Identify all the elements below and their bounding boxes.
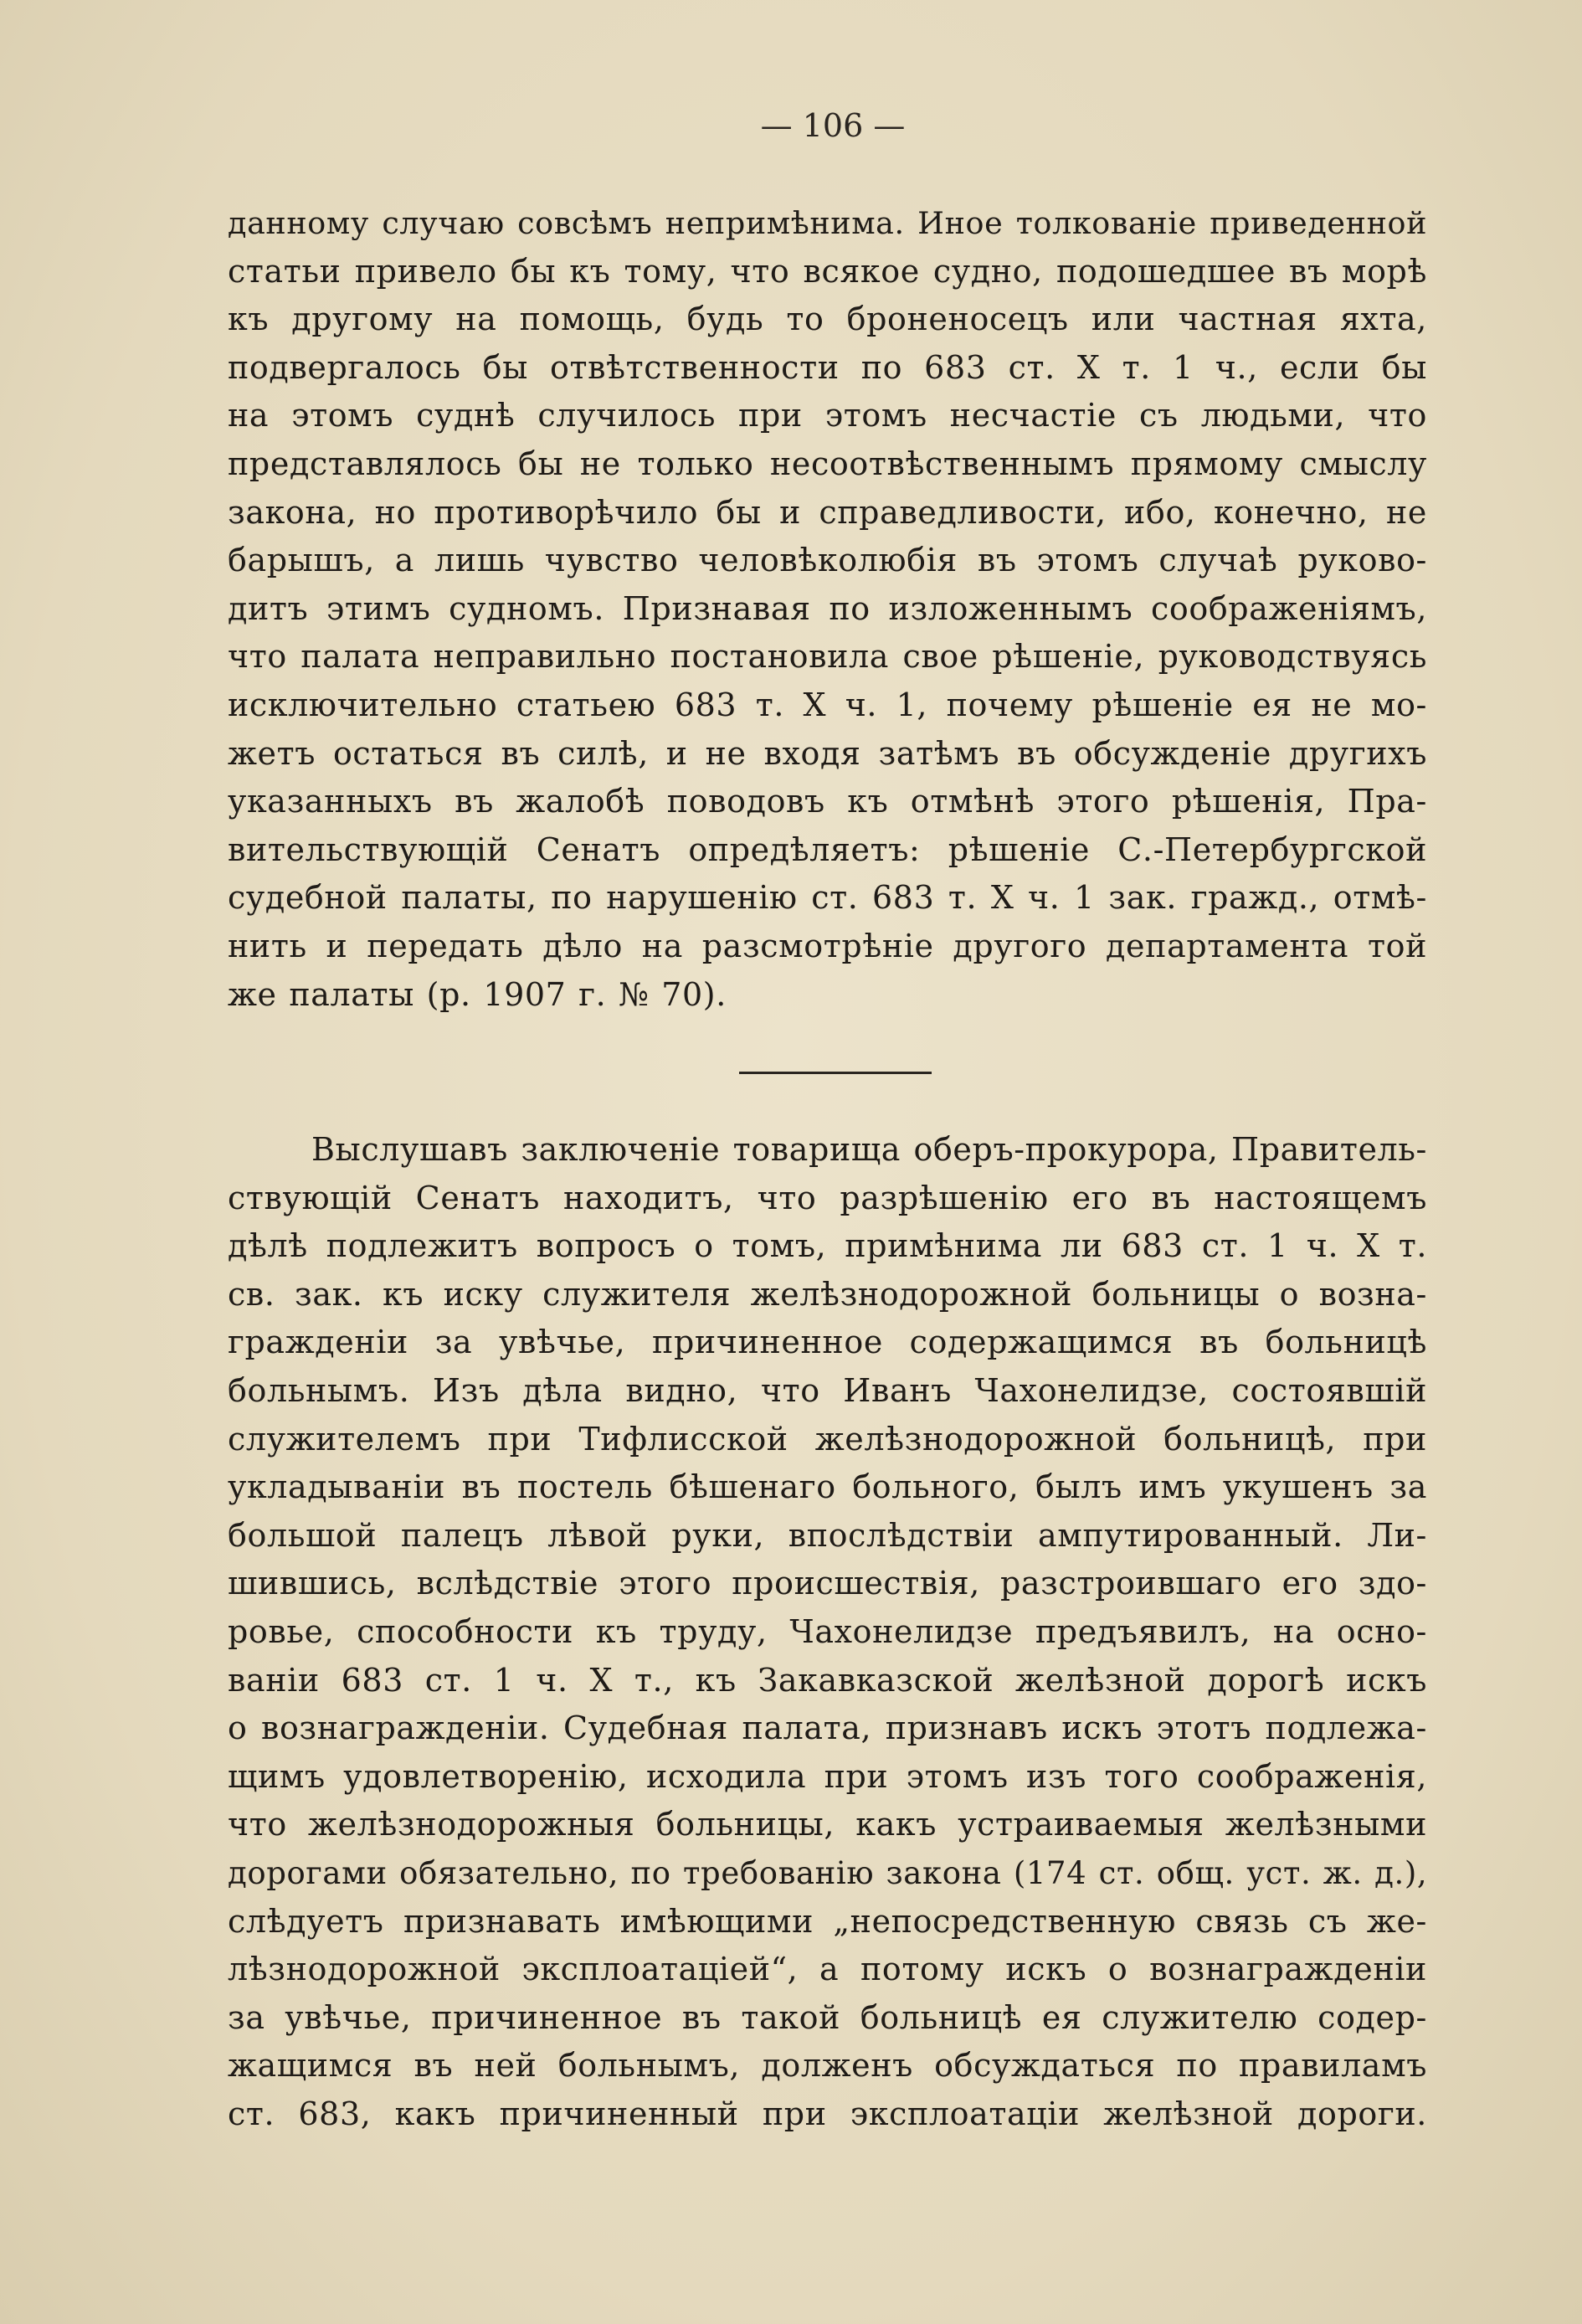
text-line: гражденіи за увѣчье, причиненное содержащимся въ больницѣ [228, 1324, 1427, 1361]
text-line: барышъ, а лишь чувство человѣколюбія въ этомъ случаѣ руково- [228, 542, 1427, 579]
text-line: указанныхъ въ жалобѣ поводовъ къ отмѣнѣ этого рѣшенія, Пра- [228, 783, 1427, 820]
paragraph-2 [228, 1126, 1427, 2138]
text-line: что палата неправильно постановила свое рѣшеніе, руководствуясь [228, 638, 1427, 676]
text-line: подвергалось бы отвѣтственности по 683 ст. X т. 1 ч., если бы [228, 348, 1427, 386]
text-line: къ другому на помощь, будь то броненосецъ или частная яхта, [228, 301, 1427, 338]
page-number: — 106 — [760, 107, 906, 144]
text-line: что желѣзнодорожныя больницы, какъ устраиваемыя желѣзными [228, 1806, 1427, 1843]
text-line: же палаты (р. 1907 г. № 70). [228, 975, 727, 1013]
text-line: большой палецъ лѣвой руки, впослѣдствіи ампутированный. Ли- [228, 1516, 1427, 1554]
text-line: представлялось бы не только несоотвѣственнымъ прямому смыслу [228, 445, 1427, 482]
text-line: вительствующій Сенатъ опредѣляетъ: рѣшеніе С.-Петербургской [228, 830, 1427, 868]
text-line: статьи привело бы къ тому, что всякое судно, подошедшее въ морѣ [228, 252, 1427, 290]
text-line: служителемъ при Тифлисской желѣзнодорожной больницѣ, при [228, 1420, 1427, 1458]
text-line: лѣзнодорожной эксплоатаціей“, а потому искъ о вознагражденіи [228, 1951, 1427, 1988]
text-line: щимъ удовлетворенію, исходила при этомъ изъ того соображенія, [228, 1757, 1427, 1795]
text-line: дитъ этимъ судномъ. Признавая по изложеннымъ соображеніямъ, [228, 589, 1427, 627]
text-line: за увѣчье, причиненное въ такой больницѣ ея служителю содер- [228, 1998, 1427, 2036]
text-line: о вознагражденіи. Судебная палата, признавъ искъ этотъ подлежа- [228, 1710, 1427, 1747]
text-line: дорогами обязательно, по требованію закона (174 ст. общ. уст. ж. д.), [228, 1854, 1428, 1891]
text-line: исключительно статьею 683 т. X ч. 1, почему рѣшеніе ея не мо- [228, 686, 1427, 723]
text-line: судебной палаты, по нарушенію ст. 683 т. X ч. 1 зак. гражд., отмѣ- [228, 879, 1427, 917]
text-line: слѣдуетъ признавать имѣющими „непосредственную связь съ же- [228, 1902, 1427, 1940]
text-line: св. зак. къ иску служителя желѣзнодорожной больницы о возна- [228, 1275, 1427, 1313]
text-line: данному случаю совсѣмъ непримѣнима. Иное толкованіе приведенной [228, 205, 1427, 241]
text-line: Выслушавъ заключеніе товарища оберъ-прокурора, Правитель- [311, 1131, 1427, 1168]
text-line: дѣлѣ подлежитъ вопросъ о томъ, примѣнима ли 683 ст. 1 ч. X т. [228, 1227, 1427, 1265]
text-line: ст. 683, какъ причиненный при эксплоатаціи желѣзной дороги. [228, 2095, 1427, 2132]
text-line: ваніи 683 ст. 1 ч. X т., къ Закавказской желѣзной дорогѣ искъ [228, 1661, 1427, 1699]
text-line: больнымъ. Изъ дѣла видно, что Иванъ Чахонелидзе, состоявшій [228, 1371, 1427, 1409]
text-line: на этомъ суднѣ случилось при этомъ несчастіе съ людьми, что [228, 397, 1427, 434]
paragraph-1 [228, 199, 1427, 1019]
text-line: нить и передать дѣло на разсмотрѣніе другого департамента той [228, 927, 1427, 964]
text-line: жащимся въ ней больнымъ, долженъ обсуждаться по правиламъ [228, 2047, 1427, 2085]
section-divider [739, 1072, 932, 1074]
text-line: жетъ остаться въ силѣ, и не входя затѣмъ въ обсужденіе другихъ [228, 734, 1427, 772]
text-line: закона, но противорѣчило бы и справедливости, ибо, конечно, не [228, 493, 1427, 531]
text-line: ствующій Сенатъ находитъ, что разрѣшенію его въ настоящемъ [228, 1179, 1427, 1216]
text-line: шившись, вслѣдствіе этого происшествія, разстроившаго его здо- [228, 1565, 1427, 1602]
text-line: ровье, способности къ труду, Чахонелидзе предъявилъ, на осно- [228, 1612, 1427, 1650]
text-line: укладываніи въ постель бѣшенаго больного, былъ имъ укушенъ за [228, 1468, 1427, 1506]
